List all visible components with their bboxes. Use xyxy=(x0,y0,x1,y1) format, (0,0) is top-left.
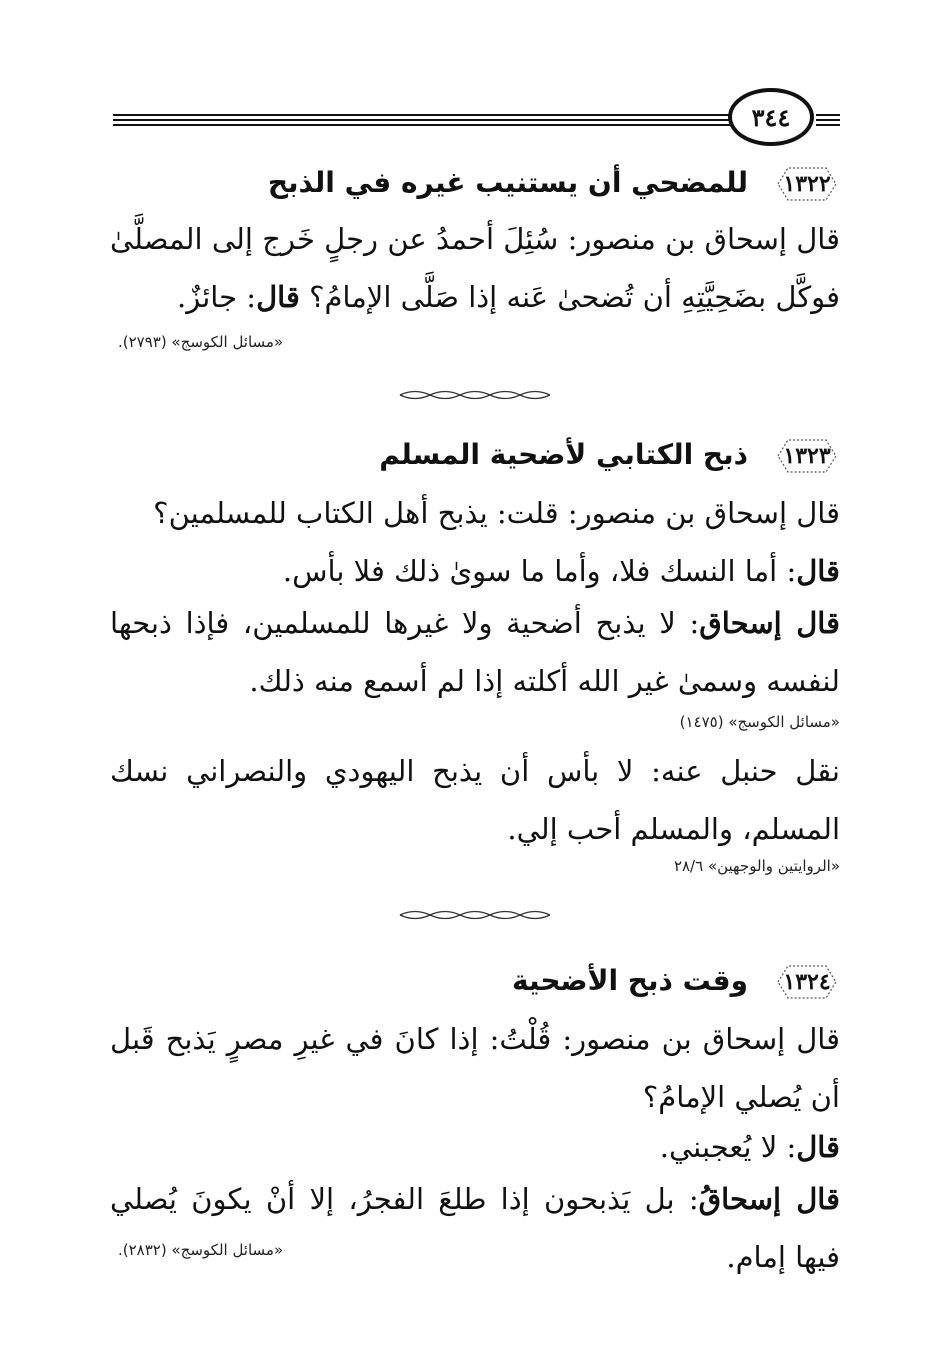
section-number-badge xyxy=(774,960,840,1004)
paragraph-text: : جائزٌ. xyxy=(177,280,257,314)
header-rule xyxy=(113,119,730,121)
section-number: ١٣٢٤ xyxy=(783,969,831,995)
speaker-label: قال xyxy=(796,1130,840,1164)
source-citation: «الروايتين والوجهين» ٢٨/٦ xyxy=(673,857,840,875)
speaker-label: قال xyxy=(796,554,840,588)
paragraph-text: : لا يذبح أضحية ولا غيرها للمسلمين، فإذا ذبحها لنفسه وسمىٰ غير الله أكلته إذا لم أسمع منه ذلك. xyxy=(110,606,840,698)
header-rule xyxy=(113,114,730,116)
paragraph xyxy=(110,1010,840,1126)
paragraph xyxy=(110,484,840,542)
section-number-badge xyxy=(774,162,840,206)
page-number: ٣٤٤ xyxy=(728,88,814,146)
source-citation: «مسائل الكوسج» (١٤٧٥) xyxy=(679,713,840,731)
section-heading xyxy=(110,434,840,478)
speaker-label: قال xyxy=(256,280,300,314)
section-number-badge xyxy=(774,434,840,478)
paragraph-text: : أما النسك فلا، وأما ما سوىٰ ذلك فلا بأس. xyxy=(282,554,797,588)
header-rule xyxy=(816,124,840,126)
ornament-divider-icon xyxy=(395,388,555,402)
source-citation: «مسائل الكوسج» (٢٧٩٣). xyxy=(118,333,284,351)
section-title: وقت ذبح الأضحية xyxy=(511,964,748,997)
speaker-label: قال إسحاقُ xyxy=(698,1182,840,1216)
header-rule xyxy=(816,119,840,121)
paragraph xyxy=(110,210,840,326)
paragraph-text: قال إسحاق بن منصور: قُلْتُ: إذا كانَ في غيرِ مصرٍ يَذبح قَبل أن يُصلي الإمامُ؟ xyxy=(110,1022,840,1114)
source-citation: «مسائل الكوسج» (٢٨٣٢). xyxy=(118,1241,284,1259)
section-heading xyxy=(110,162,840,206)
paragraph xyxy=(110,1170,840,1286)
paragraph xyxy=(110,742,840,858)
header-rule xyxy=(816,114,840,116)
paragraph-text: : لا يُعجبني. xyxy=(659,1130,797,1164)
section-title: للمضحي أن يستنيب غيره في الذبح xyxy=(267,166,748,199)
paragraph xyxy=(110,1118,840,1176)
paragraph-text: قال إسحاق بن منصور: سُئِلَ أحمدُ عن رجلٍ خَرج إلى المصلَّىٰ فوكَّل بضَحِيَّتِهِ أن تُضحىٰ عَنه إذا صَلَّى الإمامُ؟ xyxy=(110,222,840,314)
section-heading xyxy=(110,960,840,1004)
section-number: ١٣٢٣ xyxy=(783,443,831,469)
ornament-divider-icon xyxy=(395,908,555,922)
paragraph-text: قال إسحاق بن منصور: قلت: يذبح أهل الكتاب للمسلمين؟ xyxy=(153,496,840,530)
header-rule xyxy=(113,124,730,126)
section-title: ذبح الكتابي لأضحية المسلم xyxy=(379,438,748,471)
paragraph xyxy=(110,594,840,710)
paragraph xyxy=(110,542,840,600)
speaker-label: قال إسحاق xyxy=(699,606,840,640)
paragraph-text: نقل حنبل عنه: لا بأس أن يذبح اليهودي والنصراني نسك المسلم، والمسلم أحب إلي. xyxy=(110,754,840,846)
paragraph-text: : بل يَذبحون إذا طلعَ الفجرُ، إلا أنْ يكونَ يُصلي فيها إمام. xyxy=(110,1182,840,1274)
section-number: ١٣٢٢ xyxy=(783,171,831,197)
